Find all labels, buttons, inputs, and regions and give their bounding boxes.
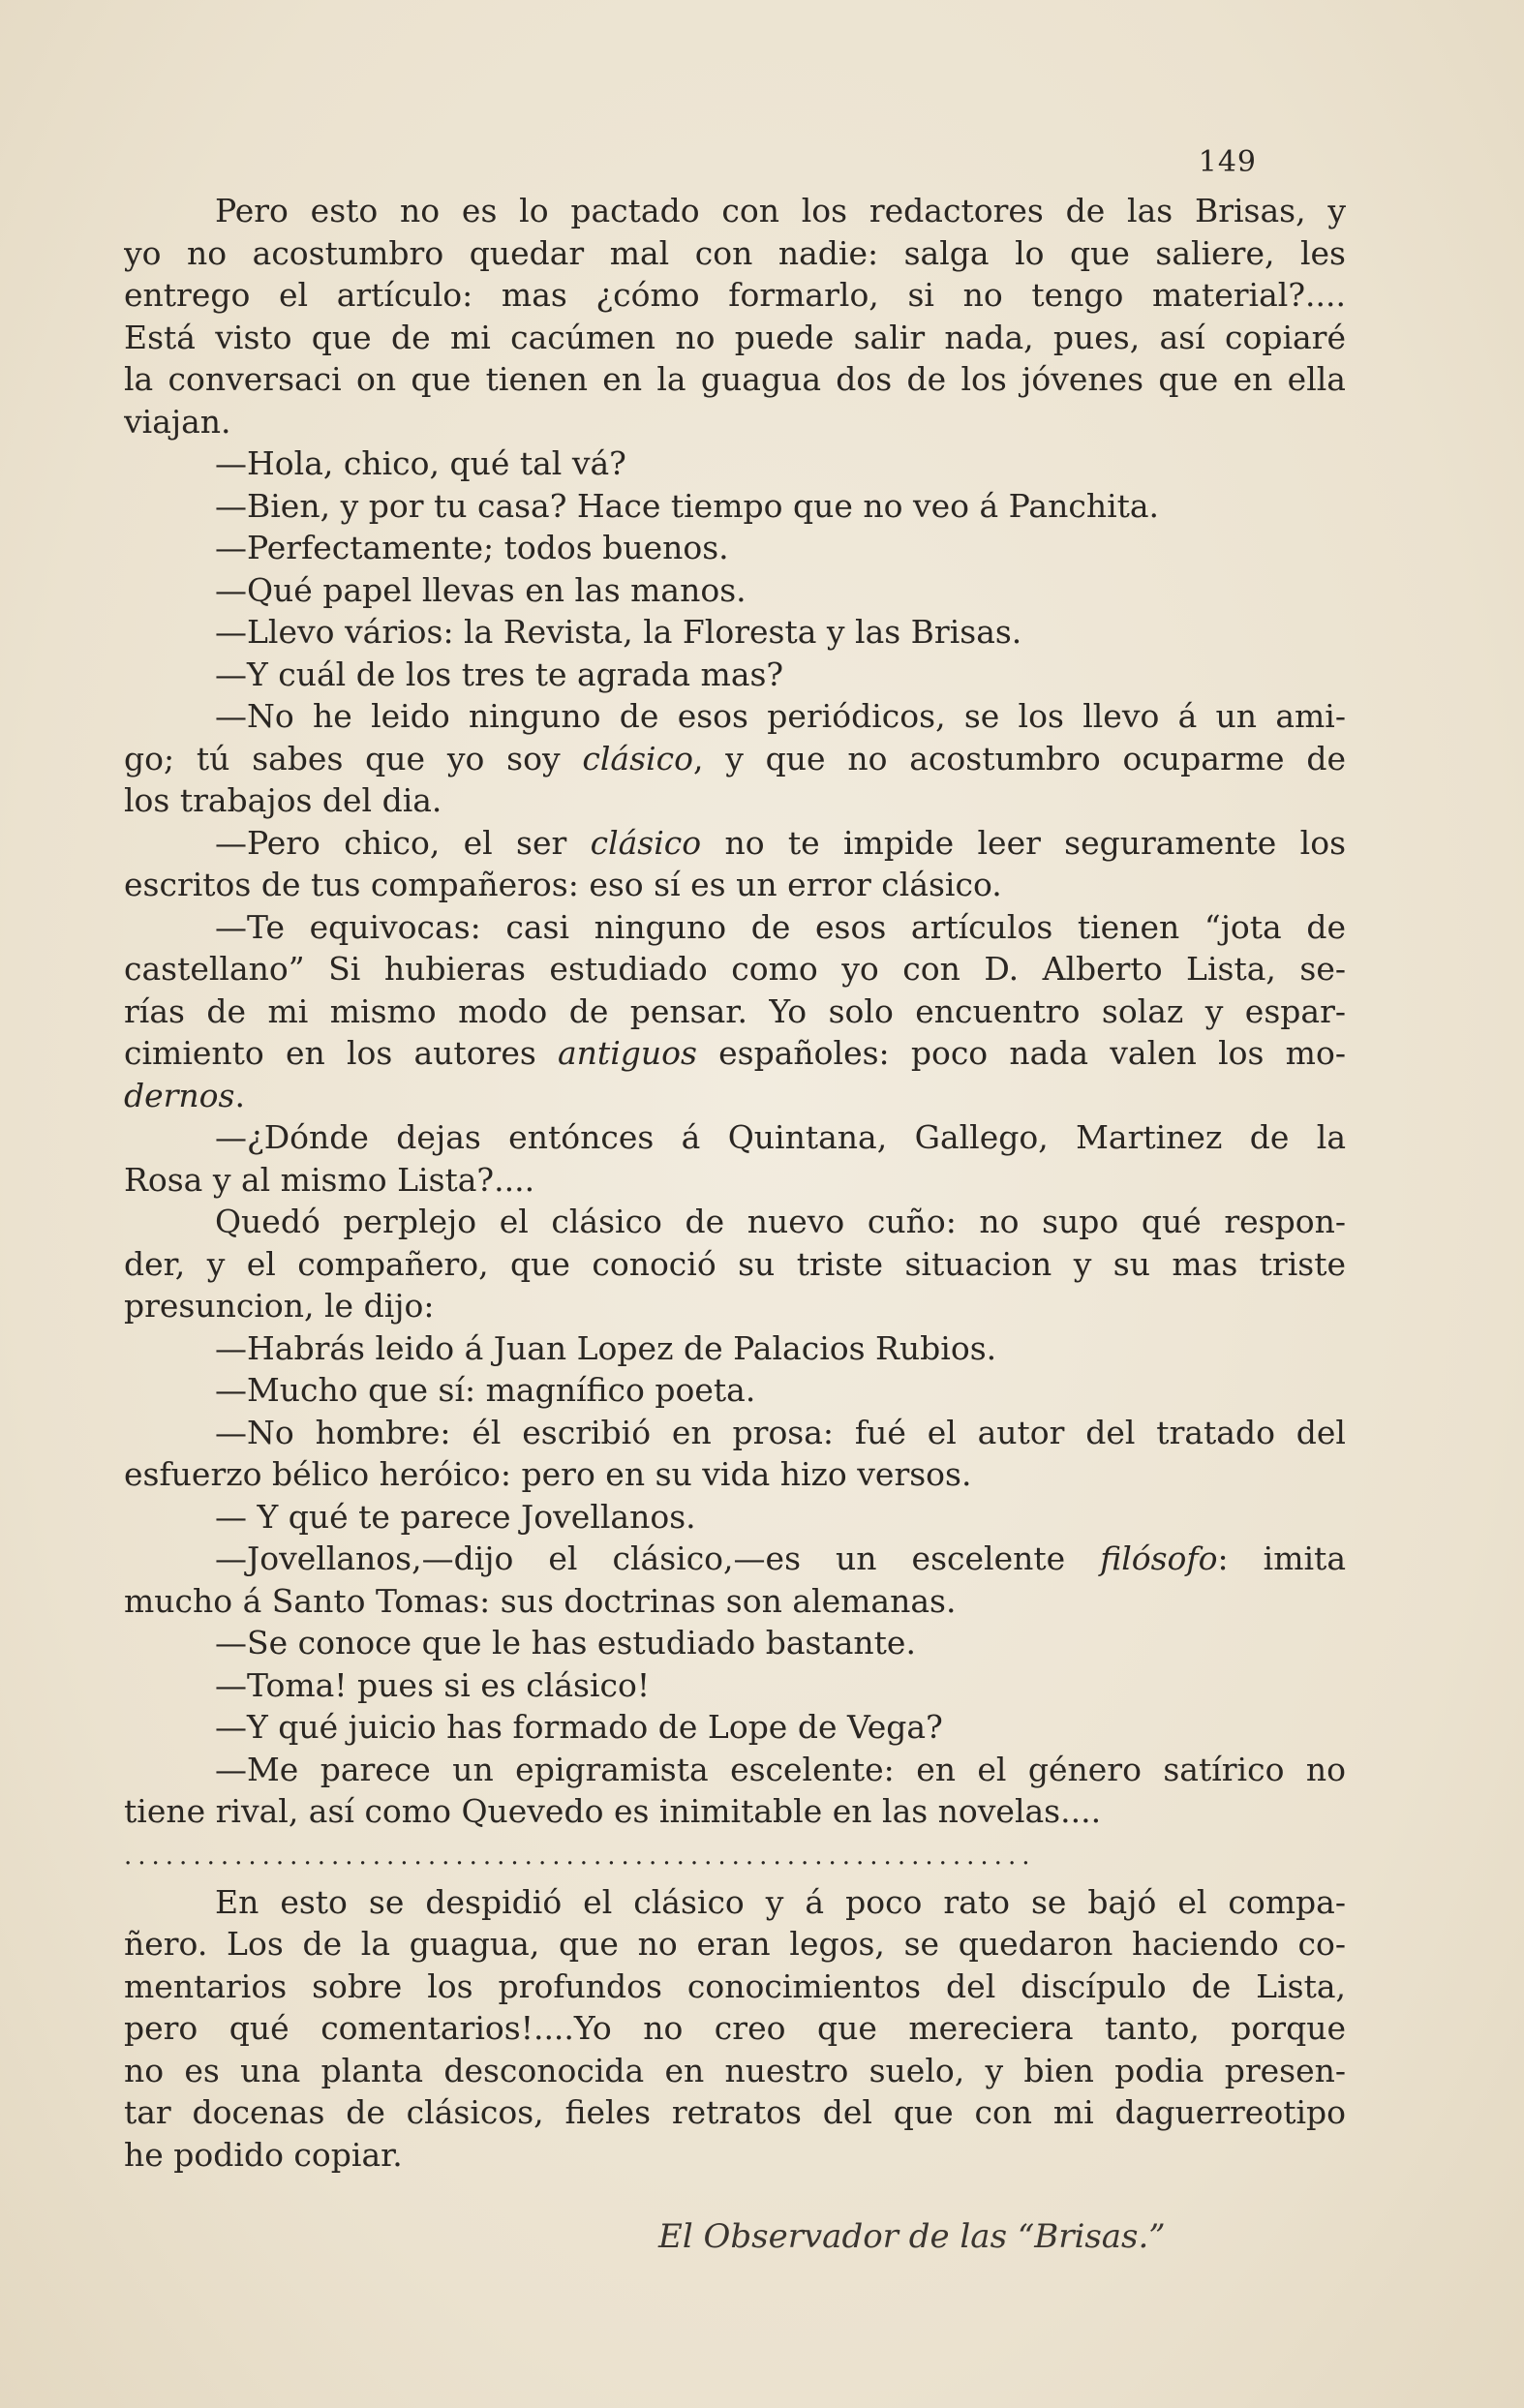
italic-word: clásico [582, 739, 693, 777]
line-text: la conversaci on que tienen en la guagua dos de los jóvenes que en ella [124, 360, 1346, 398]
line-text: — Y qué te parece Jovellanos. [215, 1497, 696, 1536]
text-line [124, 1243, 1346, 1286]
text-line [124, 822, 1346, 865]
text-line [124, 1201, 1346, 1243]
text-line [124, 232, 1346, 275]
signature: El Observador de las “Brisas.” [658, 2217, 1166, 2256]
italic-word: antiguos [558, 1034, 697, 1072]
line-text: Quedó perplejo el clásico de nuevo cuño: no supo qué respon- [215, 1203, 1346, 1240]
line-text: —Jovellanos,—dijo el clásico,—es un escelente [215, 1539, 1101, 1577]
line-text-after: . [234, 1076, 245, 1114]
line-text: mentarios sobre los profundos conocimientos del discípulo de Lista, [124, 1966, 1346, 2005]
text-line [124, 1032, 1346, 1075]
text-line [124, 569, 1346, 612]
text-line [124, 1664, 1346, 1707]
line-text: yo no acostumbro quedar mal con nadie: salga lo que saliere, les [124, 233, 1346, 272]
line-text: —Te equivocas: casi ninguno de esos artículos tienen “jota de [215, 907, 1346, 946]
italic-word: dernos [124, 1076, 235, 1114]
line-text: —Pero chico, el ser [215, 823, 591, 862]
line-text: —Perfectamente; todos buenos. [215, 529, 729, 566]
text-line [124, 190, 1346, 232]
line-text: no es una planta desconocida en nuestro suelo, y bien podia presen- [124, 2051, 1346, 2089]
line-text: Rosa y al mismo Lista?.... [124, 1160, 535, 1199]
text-line [124, 1749, 1346, 1791]
text-line [124, 654, 1346, 696]
text-line [124, 2134, 1346, 2177]
text-line [124, 1580, 1346, 1623]
line-text: —Bien, y por tu casa? Hace tiempo que no veo á Panchita. [215, 486, 1160, 525]
line-text: esfuerzo bélico heróico: pero en su vida hizo versos. [124, 1455, 972, 1493]
line-text-after: no te impide leer seguramente los [701, 823, 1346, 862]
line-text: —Hola, chico, qué tal vá? [215, 444, 626, 482]
line-text: —Qué papel llevas en las manos. [215, 570, 747, 609]
text-line [124, 527, 1346, 569]
line-text: Está visto que de mi cacúmen no puede salir nada, pues, así copiaré [124, 318, 1346, 356]
line-text: castellano” Si hubieras estudiado como yo con D. Alberto Lista, se- [124, 950, 1346, 988]
text-line [124, 1622, 1346, 1664]
line-text: presuncion, le dijo: [124, 1287, 435, 1325]
text-line [124, 2007, 1346, 2050]
line-text: los trabajos del dia. [124, 781, 442, 819]
page-number: 149 [1198, 145, 1257, 179]
line-text: En esto se despidió el clásico y á poco rato se bajó el compa- [215, 1882, 1346, 1921]
text-line [124, 1706, 1346, 1749]
line-text: —Toma! pues si es clásico! [215, 1665, 651, 1704]
text-line [124, 274, 1346, 317]
line-text: tar docenas de clásicos, fieles retratos del que con mi daguerreotipo [124, 2093, 1346, 2131]
line-text: tiene rival, así como Quevedo es inimitable en las novelas.... [124, 1792, 1102, 1830]
text-line [124, 2091, 1346, 2134]
text-line [124, 738, 1346, 780]
text-line [124, 1285, 1346, 1327]
line-text: —Llevo vários: la Revista, la Floresta y las Brisas. [215, 613, 1022, 651]
line-text: —Habrás leido á Juan Lopez de Palacios Rubios. [215, 1328, 997, 1367]
text-line [124, 1412, 1346, 1454]
text-line [124, 1923, 1346, 1966]
text-line [124, 695, 1346, 738]
line-text: cimiento en los autores [124, 1034, 558, 1072]
text-line [124, 906, 1346, 949]
text-line [124, 779, 1346, 822]
text-line [124, 485, 1346, 528]
line-text: he podido copiar. [124, 2135, 403, 2174]
line-text: ñero. Los de la guagua, que no eran legos, se quedaron haciendo co- [124, 1925, 1346, 1963]
text-line [124, 611, 1346, 654]
line-text: —No he leido ninguno de esos periódicos, se los llevo á un ami- [215, 697, 1346, 735]
separator-dots: .................................................................. [124, 1841, 1036, 1871]
line-text: escritos de tus compañeros: eso sí es un error clásico. [124, 866, 1002, 903]
line-text: entrego el artículo: mas ¿cómo formarlo, si no tengo material?.... [124, 276, 1346, 314]
text-line [124, 2050, 1346, 2092]
text-line [124, 1496, 1346, 1539]
line-text-after: : imita [1217, 1539, 1346, 1577]
text-line [124, 358, 1346, 401]
text-line [124, 1159, 1346, 1202]
line-text: pero qué comentarios!....Yo no creo que mereciera tanto, porque [124, 2009, 1346, 2047]
line-text-after: españoles: poco nada valen los mo- [696, 1034, 1346, 1072]
text-line [124, 1453, 1346, 1496]
line-text: mucho á Santo Tomas: sus doctrinas son alemanas. [124, 1581, 957, 1620]
text-line [124, 1881, 1346, 1924]
line-text: —¿Dónde dejas entónces á Quintana, Gallego, Martinez de la [215, 1118, 1346, 1156]
text-line [124, 1790, 1346, 1833]
text-line [124, 948, 1346, 991]
text-line [124, 1075, 1346, 1117]
line-text: go; tú sabes que yo soy [124, 739, 583, 777]
line-text: —Y cuál de los tres te agrada mas? [215, 655, 784, 693]
line-text: viajan. [124, 402, 231, 441]
closing-paragraph [124, 1881, 1346, 2177]
line-text: der, y el compañero, que conoció su triste situacion y su mas triste [124, 1244, 1346, 1283]
italic-word: filósofo [1100, 1539, 1218, 1577]
text-line [124, 1116, 1346, 1159]
line-text-after: , y que no acostumbro ocuparme de [692, 739, 1346, 777]
line-text: —Se conoce que le has estudiado bastante. [215, 1624, 916, 1661]
italic-word: clásico [590, 823, 702, 862]
text-line [124, 1369, 1346, 1412]
text-line [124, 401, 1346, 443]
body-text [124, 190, 1346, 2176]
line-text: —Me parece un epigramista escelente: en el género satírico no [215, 1750, 1346, 1788]
dialogue-section [124, 190, 1346, 1833]
line-text: —Y qué juicio has formado de Lope de Vega? [215, 1708, 943, 1746]
line-text: Pero esto no es lo pactado con los redactores de las Brisas, y [215, 192, 1346, 229]
text-line [124, 442, 1346, 485]
line-text: —No hombre: él escribió en prosa: fué el autor del tratado del [215, 1413, 1346, 1451]
text-line [124, 317, 1346, 359]
text-line [124, 864, 1346, 906]
text-line [124, 1966, 1346, 2008]
text-line [124, 991, 1346, 1033]
line-text: rías de mi mismo modo de pensar. Yo solo encuentro solaz y espar- [124, 991, 1346, 1030]
line-text: —Mucho que sí: magnífico poeta. [215, 1371, 756, 1409]
text-line [124, 1327, 1346, 1370]
text-line [124, 1538, 1346, 1580]
